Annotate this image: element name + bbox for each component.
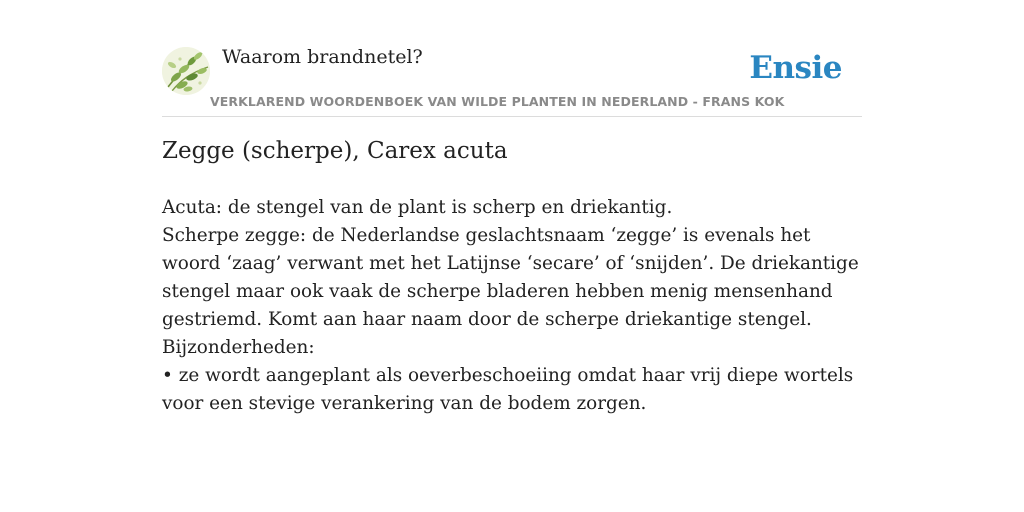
entry-line: Bijzonderheden: [162,337,315,358]
entry-title: Zegge (scherpe), Carex acuta [162,138,508,164]
book-title[interactable]: Waarom brandnetel? [222,46,423,68]
entry-line: Acuta: de stengel van de plant is scherp en driekantig. [162,197,673,218]
page-header [162,40,862,117]
book-subtitle[interactable]: VERKLAREND WOORDENBOEK VAN WILDE PLANTEN IN NEDERLAND - FRANS KOK [210,94,785,109]
entry-body [162,194,862,418]
entry-line: Scherpe zegge: de Nederlandse geslachtsnaam ‘zegge’ is evenals het woord ‘zaag’ verwant met het Latijnse ‘secare’ of ‘snijden’. De driekantige stengel maar ook vaak de scherpe bladeren hebben menig mensenhand gestriemd. Komt aan haar naam door de scherpe driekantige stengel. [162,225,859,330]
entry-line: • ze wordt aangeplant als oeverbeschoeiing omdat haar vrij diepe wortels voor een stevige verankering van de bodem zorgen. [162,365,854,414]
plant-illustration-icon[interactable] [162,47,210,95]
brand-logo[interactable]: Ensie [749,50,842,86]
